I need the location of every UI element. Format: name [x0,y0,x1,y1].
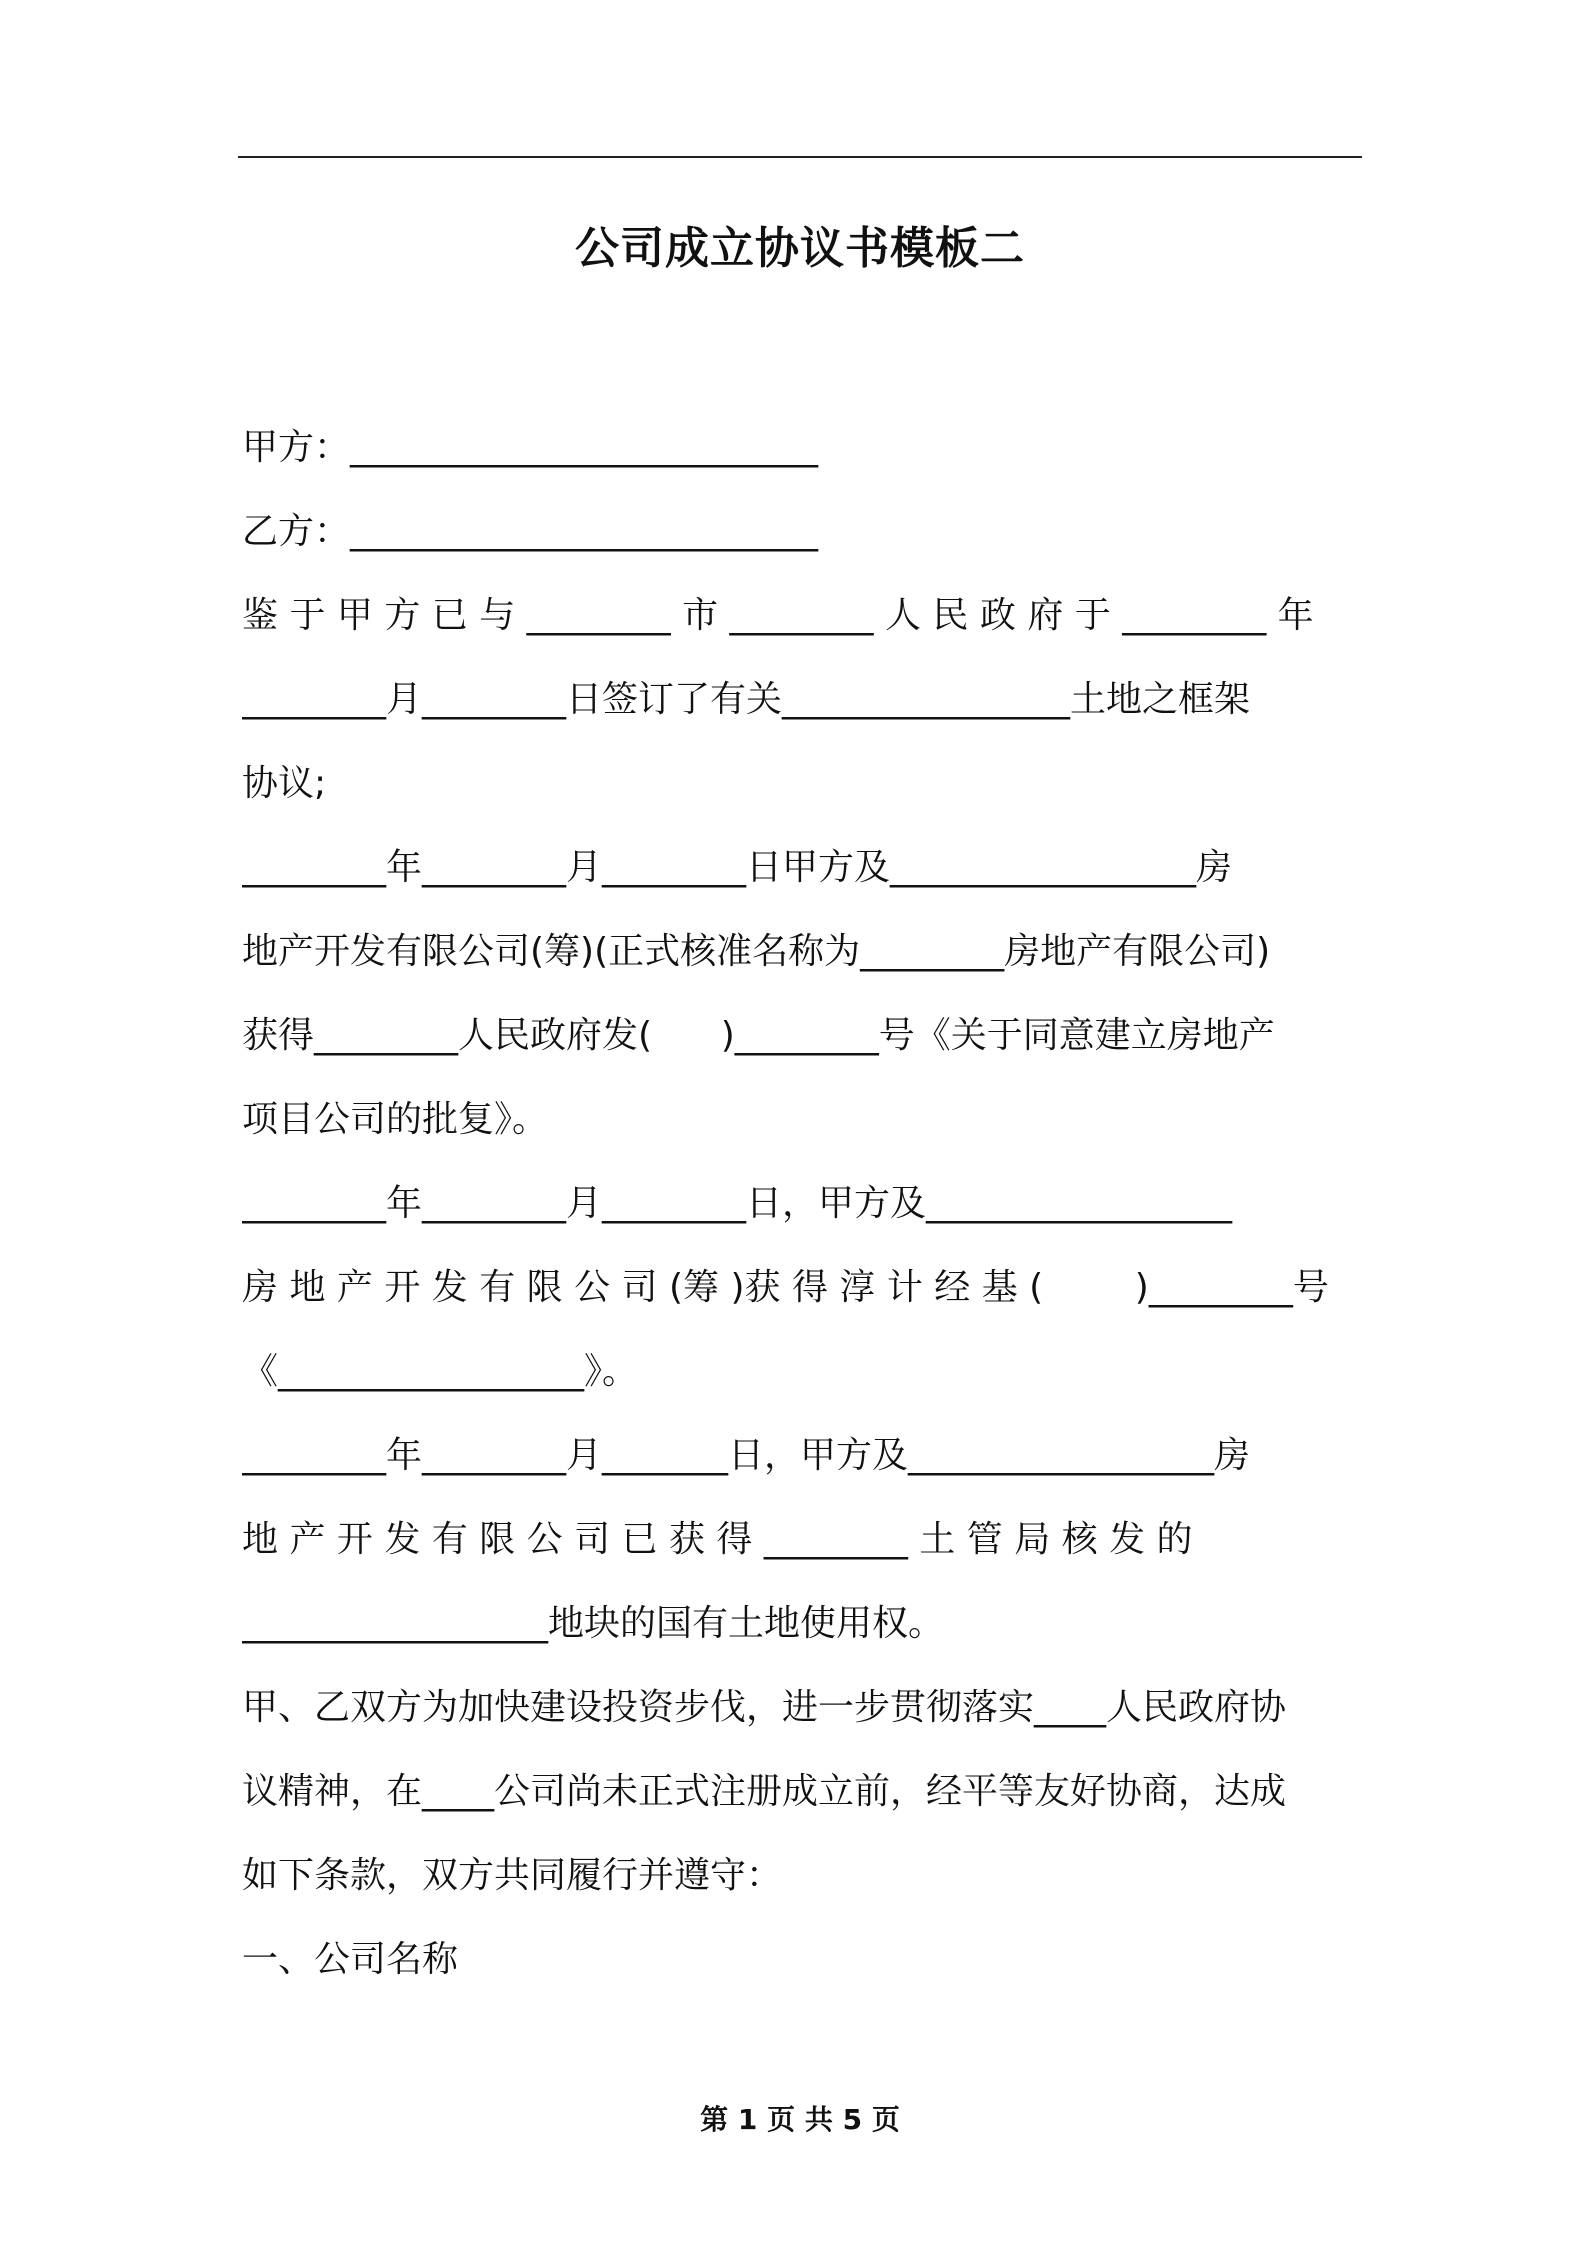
section-heading: 一、公司名称 [242,1939,459,1980]
document-title: 公司成立协议书模板二 [575,223,1025,274]
paragraph-line: 鉴 于 甲 方 已 与 ________ 市 ________ 人 民 政 府 于 ________ 年 [242,595,1314,636]
header-rule [238,156,1362,158]
document-body [242,406,1356,2002]
party-b-line: 乙方：__________________________ [242,511,819,552]
page-footer: 第 1 页 共 5 页 [700,2103,900,2136]
paragraph-line: ________年________月________日，甲方及_________________ [242,1183,1233,1224]
paragraph-line: ________年________月________日甲方及_________________房 [242,847,1233,888]
paragraph-line: ________年________月_______日，甲方及_________________房 [242,1435,1251,1476]
paragraph-line: 地产开发有限公司(筹)(正式核准名称为________房地产有限公司) [242,931,1271,972]
paragraph-line: 项目公司的批复》。 [242,1099,549,1140]
paragraph-line: ________月________日签订了有关________________土地之框架 [242,679,1251,720]
paragraph-line: 《_________________》。 [242,1351,639,1392]
paragraph-line: 协议; [242,763,327,804]
paragraph-line: 甲、乙双方为加快建设投资步伐，进一步贯彻落实____人民政府协 [242,1687,1287,1728]
paragraph-line: _________________地块的国有土地使用权。 [242,1603,945,1644]
paragraph-line: 议精神，在____公司尚未正式注册成立前，经平等友好协商，达成 [242,1771,1287,1812]
paragraph-line: 如下条款，双方共同履行并遵守： [242,1855,783,1896]
paragraph-line: 房 地 产 开 发 有 限 公 司 (筹 )获 得 淳 计 经 基 ( )________号 [242,1267,1329,1308]
party-a-line: 甲方：__________________________ [242,427,819,468]
paragraph-line: 获得________人民政府发( )________号《关于同意建立房地产 [242,1015,1275,1056]
paragraph-line: 地 产 开 发 有 限 公 司 已 获 得 ________ 土 管 局 核 发 的 [242,1519,1193,1560]
